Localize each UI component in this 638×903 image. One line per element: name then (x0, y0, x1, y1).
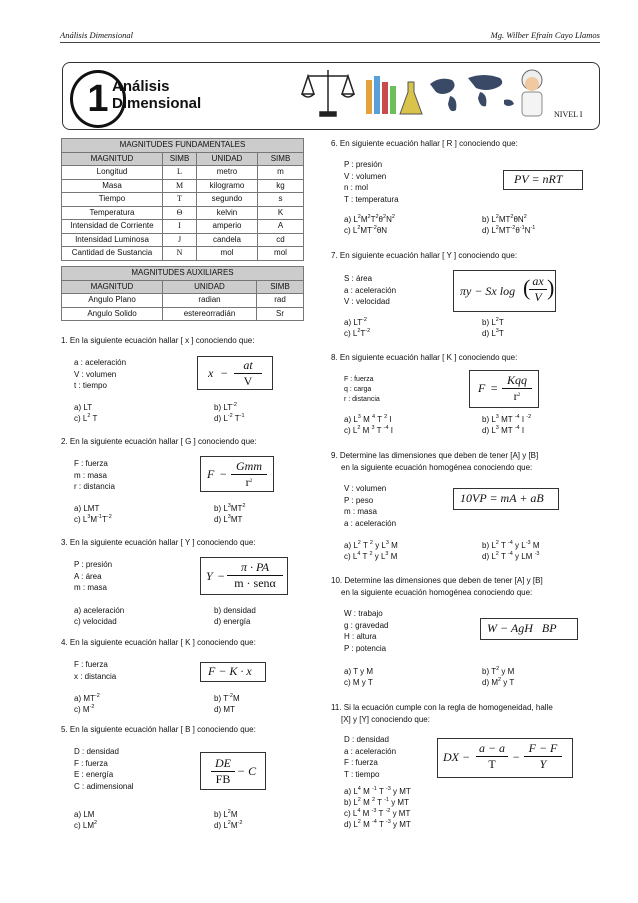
answer-options: b) $L^3MT^2$ d) $L^3MT$ (214, 503, 246, 524)
variables-list: F : fuerza q : carga r : distancia (344, 376, 380, 403)
table-header: UNIDAD (197, 152, 258, 166)
question-stem-cont: [X] y [Y] conociendo que: (341, 715, 430, 724)
formula-box: F − K · x (200, 662, 266, 682)
answer-options: b) densidad d) energía (214, 606, 256, 626)
question-2 (61, 436, 257, 448)
table-row: Intensidad Luminosa J candela cd (62, 233, 304, 247)
answer-options: a) $L^3$ M $^4$ T $^2$ I c) $L^2$ M $^3$ T $^{-4}$ I (344, 414, 393, 435)
question-7 (331, 250, 517, 262)
answer-options: a) LM c) $LM^2$ (74, 810, 98, 830)
table-header: SIMB (163, 152, 197, 166)
formula-box: PV = nRT (503, 170, 583, 190)
table-header: MAGNITUD (62, 280, 163, 294)
question-5 (61, 724, 256, 736)
question-8 (331, 352, 517, 364)
table-header: UNIDAD (163, 280, 257, 294)
table-row: Angulo Solido estereorradián Sr (62, 307, 304, 321)
variables-list: D : densidad F : fuerza E : energía C : adimensional (74, 747, 134, 791)
table-row: Masa M kilogramo kg (62, 179, 304, 193)
answer-options: b) $L^2T$ d) $L^3T$ (482, 317, 504, 338)
variables-list: D : densidad a : aceleración F : fuerza T : tiempo (344, 735, 397, 779)
variables-list: F : fuerza m : masa r : distancia (74, 459, 115, 491)
variables-list: a : aceleración V : volumen t : tiempo (74, 358, 127, 390)
answer-options: a) $L^2M^2T^2\theta^2N^2$ c) $L^2MT^{-2}\theta N$ (344, 214, 395, 235)
question-1 (61, 335, 254, 347)
question-stem: 9. Determine las dimensiones que deben de tener [A] y [B] (331, 451, 539, 460)
table-row: Intensidad de Corriente I amperio A (62, 220, 304, 234)
answer-options: b) $L^3$ MT $^{-4}$ I $^{-2}$ d) $L^3$ MT $^{-4}$ I (482, 414, 532, 435)
banner-illustration (300, 62, 546, 124)
answer-options: a) $LT^{-2}$ c) $L^2T^{-2}$ (344, 317, 371, 338)
variables-list: P : presión A : área m : masa (74, 560, 113, 592)
question-stem: 5. En la siguiente ecuación hallar [ B ] conociendo que: (61, 725, 256, 734)
formula-box: W − AgH BP (480, 618, 578, 640)
world-map-icon (430, 75, 514, 111)
variables-list: F : fuerza x : distancia (74, 660, 117, 681)
formula-box: πy − Sx log ( ax V ) (453, 270, 556, 312)
answer-options: b) $LT^{-2}$ d) $L^{-2}$ $T^{-1}$ (214, 402, 245, 423)
scientist-icon (522, 70, 542, 116)
answer-options: b) $T^{-2}M$ d) MT (214, 693, 240, 714)
table-caption: MAGNITUDES FUNDAMENTALES (62, 139, 304, 153)
variables-list: P : presión V : volumen n : mol T : temperatura (344, 160, 399, 204)
question-9 (331, 450, 538, 474)
question-stem: 11. Si la ecuación cumple con la regla de homogeneidad, halle (331, 703, 553, 712)
formula-box: 10VP = mA + aB (453, 488, 559, 510)
answer-options: a) T y M c) M y T (344, 667, 374, 687)
variables-list: W : trabajo g : gravedad H : altura P : potencia (344, 609, 389, 653)
table-row: Longitud L metro m (62, 166, 304, 180)
question-stem: 7. En siguiente ecuación hallar [ Y ] conociendo que: (331, 251, 518, 260)
answer-options: b) $L^2MT^2\theta N^2$ d) $L^2MT^{-2}\theta^{-1}N^{-1}$ (482, 214, 536, 235)
page-header (60, 30, 600, 43)
question-stem: 1. En la siguiente ecuación hallar [ x ] conociendo que: (61, 336, 255, 345)
formula-box: Y − π · PA m · senα (200, 557, 288, 595)
formula-box: DX − a − a T − F − F Y (437, 738, 573, 778)
question-stem-cont: en la siguiente ecuación homogénea conociendo que: (341, 463, 533, 472)
question-stem-cont: en la siguiente ecuación homogénea conociendo que: (341, 588, 533, 597)
answer-options: a) aceleración c) velocidad (74, 606, 125, 626)
answer-options: a) $L^2$ T $^2$ y $L^3$ M c) $L^4$ T $^2$ y $L^3$ M (344, 540, 398, 561)
header-author: Mg. Wilber Efraín Cayo Llamos (490, 30, 600, 40)
question-stem: 2. En la siguiente ecuación hallar [ G ] conociendo que: (61, 437, 257, 446)
answer-options: a) LT c) $L^2$ T (74, 403, 98, 423)
answer-options: a) $MT^{-2}$ c) $M^{-2}$ (74, 693, 100, 714)
answer-options: a) $L^4$ M $^{-1}$ T $^{-3}$ y MT b) $L^2$ M $^2$ T $^{-1}$ y MT c) $L^4$ M $^{-3}$ T $^{-2}$ y MT d) $L^2$ M $^{-4}$ T $^{-3}$ y MT (344, 786, 411, 829)
answer-options: a) LMT c) $L^3M^{-1}T^{-2}$ (74, 504, 112, 524)
fundamental-magnitudes-table (61, 138, 304, 261)
flasks-icon (366, 76, 422, 114)
formula-box: x − at V (197, 356, 273, 390)
answer-options: b) $T^2$ y M d) $M^2$ y T (482, 666, 515, 687)
question-10 (331, 575, 543, 599)
answer-options: b) $L^2M$ d) $L^2M^{-2}$ (214, 809, 243, 830)
level-label: NIVEL I (554, 110, 583, 119)
question-stem: 3. En la siguiente ecuación hallar [ Y ] conociendo que: (61, 538, 256, 547)
question-11 (331, 702, 553, 726)
answer-options: b) $L^2$ T $^{-4}$ y $L^{-3}$ M d) $L^2$ T $^{-4}$ y LM $^{-3}$ (482, 540, 540, 561)
formula-box: F − Gmm $r^2$ (200, 456, 274, 492)
table-row: Temperatura Θ kelvin K (62, 206, 304, 220)
table-caption: MAGNITUDES AUXILIARES (62, 267, 304, 281)
formula-box: F = Kqq $r^2$ (469, 370, 539, 408)
chapter-title: Análisis Dimensional (112, 78, 202, 112)
question-3 (61, 537, 256, 549)
table-header: MAGNITUD (62, 152, 163, 166)
variables-list: V : volumen P : peso m : masa a : aceleración (344, 484, 397, 528)
auxiliary-magnitudes-table (61, 266, 304, 321)
table-row: Tiempo T segundo s (62, 193, 304, 207)
question-4 (61, 637, 256, 649)
question-stem: 6. En siguiente ecuación hallar [ R ] conociendo que: (331, 139, 518, 148)
chapter-number: 1 (70, 70, 126, 128)
header-left: Análisis Dimensional (60, 30, 133, 40)
question-stem: 10. Determine las dimensiones que deben de tener [A] y [B] (331, 576, 543, 585)
question-stem: 4. En la siguiente ecuación hallar [ K ] conociendo que: (61, 638, 256, 647)
variables-list: S : área a : aceleración V : velocidad (344, 274, 397, 306)
table-row: Cantidad de Sustancia N mol mol (62, 247, 304, 261)
balance-scale-icon (302, 70, 354, 116)
table-row: Angulo Plano radian rad (62, 294, 304, 308)
question-stem: 8. En siguiente ecuación hallar [ K ] conociendo que: (331, 353, 518, 362)
formula-box: DE FB − C (200, 752, 266, 790)
table-header: SIMB (258, 152, 304, 166)
question-6 (331, 138, 518, 150)
table-header: SIMB (257, 280, 304, 294)
